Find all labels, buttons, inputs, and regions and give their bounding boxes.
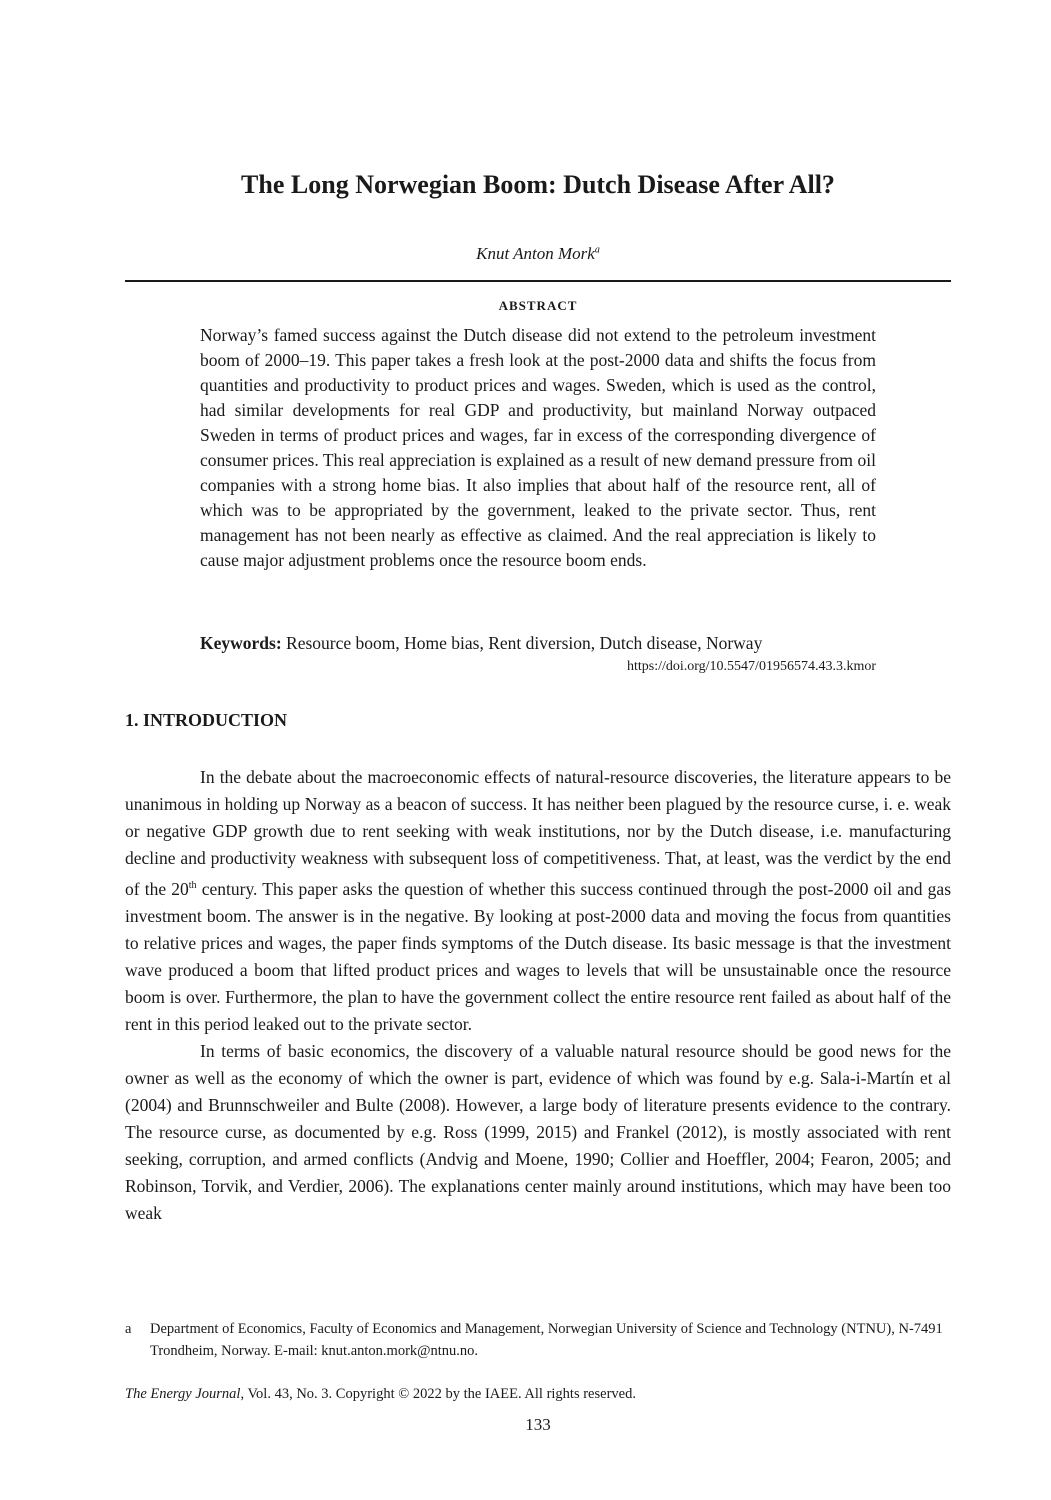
- footnote: [125, 1318, 951, 1362]
- paragraph-1-text-start: In the debate about the macroeconomic effects of natural-resource discoveries, the literature appears to be unanimous in holding up Norway as a beacon of success. It has neither been plagued by the resource curse, i. e. weak or negative GDP growth due to rent seeking with weak institutions, nor by the Dutch disease, i.e. manufacturing decline and productivity weakness with subsequent loss of competitiveness. That, at least, was the verdict by the end of the 20: [125, 767, 951, 899]
- page-number: 133: [525, 1415, 551, 1434]
- section-heading-introduction: 1. INTRODUCTION: [125, 710, 288, 730]
- keywords-line: [200, 631, 876, 656]
- doi-link[interactable]: https://doi.org/10.5547/01956574.43.3.kmor: [626, 659, 876, 674]
- journal-citation-details: , Vol. 43, No. 3. Copyright © 2022 by the IAEE. All rights reserved.: [240, 1386, 636, 1402]
- journal-name: The Energy Journal: [125, 1386, 241, 1402]
- abstract-heading: ABSTRACT: [498, 298, 578, 313]
- introduction-body: [125, 764, 951, 1227]
- journal-citation: [125, 1386, 951, 1403]
- paragraph-1-text-end: century. This paper asks the question of whether this success continued through the post-2000 oil and gas investment boom. The answer is in the negative. By looking at post-2000 data and moving the focus from quantities to relative prices and wages, the paper finds symptoms of the Dutch disease. Its basic message is that the investment wave produced a boom that lifted product prices and wages to levels that will be unsustainable once the resource boom is over. Furthermore, the plan to have the government collect the entire resource rent failed as about half of the rent in this period leaked out to the private sector.: [125, 878, 951, 1034]
- introduction-paragraph-2: In terms of basic economics, the discovery of a valuable natural resource should be good news for the owner as well as the economy of which the owner is part, evidence of which was found by e.g. Sala-i-Martín et al (2004) and Brunnschweiler and Bulte (2008). However, a large body of literature presents evidence to the contrary. The resource curse, as documented by e.g. Ross (1999, 2015) and Frankel (2012), is mostly associated with rent seeking, corruption, and armed conflicts (Andvig and Moene, 1990; Collier and Hoeffler, 2004; Fearon, 2005; and Robinson, Torvik, and Verdier, 2006). The explanations center mainly around institutions, which may have been too weak: [125, 1040, 951, 1223]
- author-name: Knut Anton Mork: [476, 244, 595, 263]
- author-line: [125, 244, 951, 264]
- footnote-marker: a: [125, 1321, 132, 1337]
- article-title: The Long Norwegian Boom: Dutch Disease After All?: [241, 170, 835, 199]
- author-affiliation-marker: a: [594, 244, 600, 256]
- footnote-text: Department of Economics, Faculty of Economics and Management, Norwegian University of Science and Technology (NTNU), N-7491 Trondheim, Norway. E-mail: knut.anton.mork@ntnu.no.: [150, 1321, 943, 1359]
- keywords-list: Resource boom, Home bias, Rent diversion, Dutch disease, Norway: [286, 633, 763, 653]
- introduction-paragraph-1: [125, 764, 951, 1038]
- title-divider: [125, 280, 951, 282]
- keywords-label: Keywords:: [200, 633, 282, 653]
- ordinal-superscript: th: [188, 880, 197, 891]
- abstract-text: Norway’s famed success against the Dutch disease did not extend to the petroleum investment boom of 2000–19. This paper takes a fresh look at the post-2000 data and shifts the focus from quantities and productivity to product prices and wages. Sweden, which is used as the control, had similar developments for real GDP and productivity, but mainland Norway outpaced Sweden in terms of product prices and wages, far in excess of the corresponding divergence of consumer prices. This real appreciation is explained as a result of new demand pressure from oil companies with a strong home bias. It also implies that about half of the resource rent, all of which was to be appropriated by the government, leaked to the private sector. Thus, rent management has not been nearly as effective as claimed. And the real appreciation is likely to cause major adjustment problems once the resource boom ends.: [200, 325, 876, 570]
